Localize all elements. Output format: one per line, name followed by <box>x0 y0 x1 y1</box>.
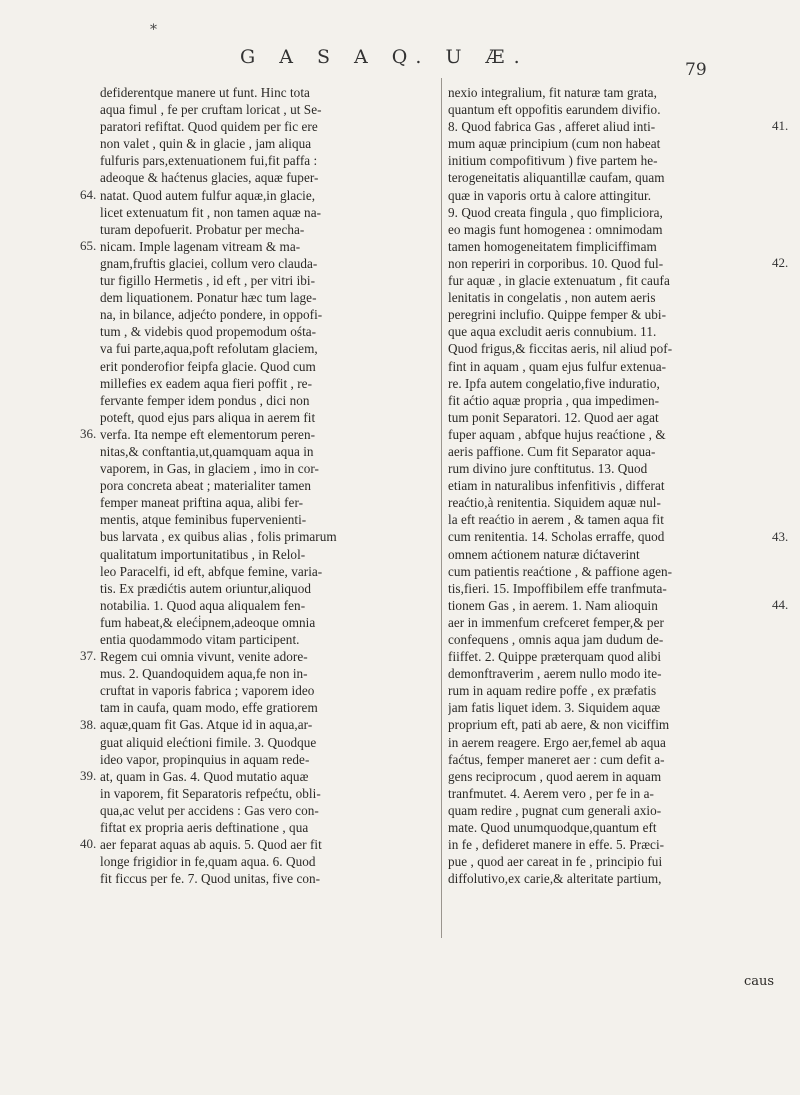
text-line: rum divino jure conftitutus. 13. Quod <box>448 461 648 477</box>
text-line: notabilia. 1. Quod aqua aliqualem fen- <box>100 597 306 613</box>
text-line: 8. Quod fabrica Gas , afferet aliud inti- <box>448 119 656 135</box>
text-line: faćtus, femper maneret aer : cum defit a- <box>448 751 665 767</box>
margin-number-left: 64. <box>80 186 97 202</box>
text-line: femper maneat priftina aqua, alibi fer- <box>100 495 304 511</box>
margin-number-left: 65. <box>80 237 97 253</box>
text-line: terogeneitatis aliquantillæ caufam, quam <box>448 170 665 186</box>
margin-number-left: 38. <box>80 716 97 732</box>
text-line: reaćtio,à renitentia. Siquidem aquæ nul- <box>448 495 661 511</box>
margin-number-right: 42. <box>772 255 789 270</box>
text-line: mus. 2. Quandoquidem aqua,fe non in- <box>100 666 308 682</box>
text-line: fuper aquam , abfque hujus reaćtione , & <box>448 426 666 442</box>
text-line: fervante femper idem pondus , dici non <box>100 392 310 408</box>
text-line: tamen homogeneitatem fimpliciffimam <box>448 238 657 254</box>
text-line: nicam. Imple lagenam vitream & ma- <box>100 238 301 254</box>
text-line: non reperiri in corporibus. 10. Quod ful- <box>448 255 664 271</box>
text-line: non valet , quin & in glacie , jam aliqua <box>100 136 312 152</box>
text-line: cruftat in vaporis fabrica ; vaporem ideo <box>100 683 315 699</box>
text-line: adeoque & haćtenus glacies, aquæ fuper- <box>100 170 319 186</box>
text-line: quantum eft oppofitis earundem divifio. <box>448 102 661 118</box>
text-line: in vaporem, fit Separatoris refpećtu, obli- <box>100 785 321 801</box>
text-line: in aerem reagere. Ergo aer,femel ab aqua <box>448 734 666 750</box>
text-line: la eft reaćtio in aerem , & tamen aqua fit <box>448 512 664 528</box>
text-line: va fui parte,aqua,poft refolutam glaciem, <box>100 341 318 357</box>
text-line: aeris paffione. Cum fit Separator aqua- <box>448 443 656 459</box>
text-line: quæ in vaporis ortu à calore attingitur. <box>448 187 652 203</box>
text-line: tur figillo Hermetis , id eft , per vitri ibi- <box>100 273 316 289</box>
text-line: quam redire , pugnat cum generali axio- <box>448 802 662 818</box>
text-line: fiiffet. 2. Quippe præterquam quod alibi <box>448 649 662 665</box>
text-line: diffolutivo,ex carie,& alteritate partium, <box>448 871 662 887</box>
text-line: etiam in naturalibus infenfitivis , differat <box>448 478 665 494</box>
text-line: qualitatum importunitatibus , in Relol- <box>100 546 306 562</box>
text-line: dem liquationem. Ponatur hæc tum lage- <box>100 290 317 306</box>
text-line: bus larvata , ex quibus alias , folis primarum <box>100 529 337 545</box>
text-line: leo Paracelfi, id eft, abfque femine, varia- <box>100 563 323 579</box>
text-line: peregrini inclufio. Quippe femper & ubi- <box>448 307 667 323</box>
text-line: mentis, atque feminibus fupervenienti- <box>100 512 307 528</box>
catchword: cauѕ <box>744 974 775 989</box>
margin-number-left: 39. <box>80 768 97 783</box>
text-line: fulfuris pars,extenuationem fui,fit paffa : <box>100 153 318 169</box>
text-line: mate. Quod unumquodque,quantum eft <box>448 820 657 836</box>
text-line: demonftraverim , aerem nullo modo ite- <box>448 666 662 682</box>
text-line: tum ponit Separatori. 12. Quod aer agat <box>448 409 659 425</box>
text-line: erit ponderofior feipfa glacie. Quod cum <box>100 358 316 374</box>
text-line: tam in caufa, quam modo, effe gratiorem <box>100 700 318 716</box>
text-line: turam depofuerit. Probatur per mecha- <box>100 221 305 237</box>
text-line: aqua fimul , fe per cruftam loricat , ut Se- <box>100 102 322 118</box>
text-line: 9. Quod creata fingula , quo fimpliciora, <box>448 204 663 220</box>
text-line: Quod frigus,& ficcitas aeris, nil aliud pof- <box>448 341 673 357</box>
text-line: aer in immenfum crefceret femper,& per <box>448 614 664 630</box>
text-line: aquæ,quam fit Gas. Atque id in aqua,ar- <box>100 717 313 733</box>
text-line: nexio integralium, fit naturæ tam grata, <box>448 85 657 100</box>
text-line: gens reciprocum , quod aerem in aquam <box>448 768 662 784</box>
text-line: cum patientis reaćtione , & paffione agen- <box>448 563 673 579</box>
text-line: fum habeat,& eleći̇pnem,adeoque omnia <box>100 614 316 630</box>
text-line: lenitatis in congelatis , non autem aeris <box>448 290 656 306</box>
text-line: re. Ipfa autem congelatio,five induratio, <box>448 375 660 391</box>
text-line: entia quodammodo vitam participent. <box>100 632 300 647</box>
margin-number-left: 37. <box>80 648 97 664</box>
left-column <box>100 84 418 887</box>
text-line: defiderentque manere ut funt. Hinc tota <box>100 85 310 100</box>
column-divider <box>441 78 442 938</box>
text-line: vaporem, in Gas, in glaciem , imo in cor- <box>100 461 319 477</box>
text-line: guat aliquid elećtioni fimile. 3. Quodque <box>100 734 317 750</box>
text-line: fit ficcus per fe. 7. Quod unitas, five con- <box>100 871 321 887</box>
margin-number-right: 41. <box>772 118 789 134</box>
text-line: rum in aquam redire poffe , ex præfatis <box>448 683 657 699</box>
text-line: tionem Gas , in aerem. 1. Nam alioquin <box>448 597 658 613</box>
text-line: que aqua excludit aeris connubium. 11. <box>448 324 657 340</box>
text-line: qua,ac velut per accidens : Gas vero con- <box>100 802 319 818</box>
text-line: in fe , defideret manere in effe. 5. Præci- <box>448 837 665 853</box>
running-title: G A S A Q. U Æ. <box>240 46 529 68</box>
text-line: proprium eft, pati ab aere, & non viciffim <box>448 717 670 733</box>
text-line: nitas,& conftantia,ut,quamquam aqua in <box>100 443 314 459</box>
text-line: at, quam in Gas. 4. Quod mutatio aquæ <box>100 768 309 784</box>
text-line: verfa. Ita nempe eft elementorum peren- <box>100 426 316 442</box>
margin-number-right: 44. <box>772 597 789 612</box>
right-column <box>448 84 768 887</box>
text-line: tranfmutet. 4. Aerem vero , per fe in a- <box>448 785 654 801</box>
text-line: natat. Quod autem fulfur aquæ,in glacie, <box>100 187 316 203</box>
text-line: initium compofitivum ) five partem he- <box>448 153 658 169</box>
text-line: pue , quod aer careat in fe , principio fui <box>448 854 663 870</box>
text-line: fur aquæ , in glacie extenuatum , fit caufa <box>448 273 670 289</box>
text-line: fint in aquam , quam ejus fulfur extenua- <box>448 358 667 374</box>
text-line: paratori refiftat. Quod quidem per fic ere <box>100 119 318 135</box>
text-line: tis,fieri. 15. Impoffibilem effe tranfmuta- <box>448 580 667 596</box>
text-line: poteft, quod ejus pars aliqua in aerem fit <box>100 409 316 425</box>
text-line: fiftat ex propria aeris deftinatione , qua <box>100 820 309 836</box>
text-line: tum , & videbis quod propemodum ośta- <box>100 324 317 340</box>
text-line: fit aćtio aquæ propria , qua impedimen- <box>448 392 660 408</box>
text-line: gnam,fruftis glaciei, collum vero clauda- <box>100 255 318 271</box>
text-line: pora concreta abeat ; materialiter tamen <box>100 478 312 494</box>
text-line: Regem cui omnia vivunt, venite adore- <box>100 649 308 665</box>
page-number: 79 <box>685 60 707 80</box>
margin-number-left: 40. <box>80 836 97 852</box>
margin-number-right: 43. <box>772 528 789 544</box>
text-line: licet extenuatum fit , non tamen aquæ na- <box>100 204 322 220</box>
printer-mark: * <box>150 22 157 38</box>
text-line: ideo vapor, propinquius in aquam rede- <box>100 751 310 767</box>
text-line: confequens , omnis aqua jam dudum de- <box>448 632 664 647</box>
text-line: millefies ex eadem aqua fieri poffit , re- <box>100 375 313 391</box>
text-line: na, in bilance, adjećto pondere, in oppofi- <box>100 307 323 323</box>
text-line: omnem aćtionem naturæ dićtaverint <box>448 546 640 562</box>
text-line: jam fatis liquet idem. 3. Siquidem aquæ <box>448 700 661 716</box>
margin-number-left: 36. <box>80 426 97 441</box>
text-line: mum aquæ principium (cum non habeat <box>448 136 661 152</box>
text-line: aer feparat aquas ab aquis. 5. Quod aer fit <box>100 837 322 853</box>
text-line: cum renitentia. 14. Scholas erraffe, quod <box>448 529 665 545</box>
text-line: tis. Ex prædićtis autem oriuntur,aliquod <box>100 580 311 596</box>
text-line: longe frigidior in fe,quam aqua. 6. Quod <box>100 854 316 870</box>
text-line: eo magis funt homogenea : omnimodam <box>448 221 663 237</box>
